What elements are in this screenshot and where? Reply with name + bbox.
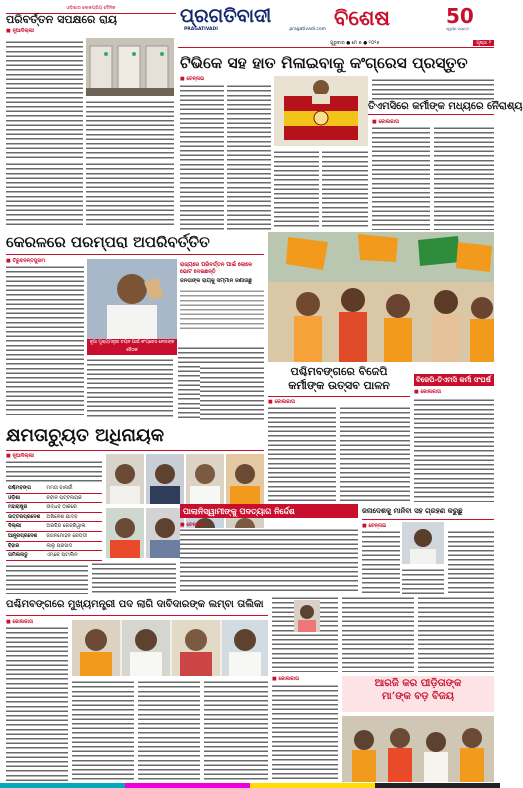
anniversary-caption: ସ୍ୱର୍ଣ୍ଣ ଜୟନ୍ତୀ [446,27,469,31]
body-text [87,358,173,418]
table-row [6,503,102,513]
page-number: ପୃଷ୍ଠା ୨ [473,40,494,46]
table-row [6,513,102,523]
section-title: ବିଶେଷ [334,5,390,30]
divider [368,114,494,115]
divider [6,450,264,451]
body-text [204,680,268,782]
headline: ବିଜେପି-ତିଏମସି କର୍ମୀ ସଂଘର୍ଷ [414,374,494,386]
headline: କେରଳରେ ପରମ୍ପରା ଅପରିବର୍ତ୍ତିତ [6,233,210,251]
byline: ■ ନୂଆଦିଲ୍ଲୀ [6,28,34,34]
byline: ■ କୋଲକାତା [272,676,299,682]
pull-quote [180,262,264,342]
body-text [6,626,68,782]
caption-text: ନୂଆ ମୁଖ୍ୟମନ୍ତ୍ରୀ ଚୟନ ପାଇଁ କଂଗ୍ରେସ ନେତାଙ୍କ ବୈଠକ [89,340,175,353]
body-text [6,40,83,160]
story-bjp-bengal [268,362,410,502]
photo-tvk-leader [274,76,368,146]
issue-date: ଗୁରୁବାର ● ମେ ୭ ● ୨୦୨୬ [330,40,380,46]
anniversary-number: 50 [446,4,474,28]
body-text [340,406,410,502]
body-text [342,596,414,672]
body-text [418,596,494,672]
table-cell: ମମତା ବାନାର୍ଜୀ [46,485,73,491]
photo-rgkar-portrait [294,600,320,632]
headline: କ୍ଷମତାଚ୍ୟୁତ ଅଧିନାୟକ [6,425,165,446]
photo-cm-candidates [72,620,268,676]
body-text [200,366,264,422]
story-stalin [362,504,494,594]
headline: ପାଲାନିସ୍ୱାମୀଙ୍କୁ ପଦତ୍ୟାଗ ନିର୍ଦ୍ଦେଶ [180,504,358,518]
photo-stalin [402,522,444,564]
table-cell: ଜଗନମୋହନ ରେଡ୍ଡୀ [46,532,88,539]
body-text [274,150,319,230]
body-text [72,680,134,782]
headline-line-2: କର୍ମୀଙ୍କ ଉତ୍ସବ ପାଳନ [288,379,390,392]
table-cell: ମହାରାଷ୍ଟ୍ର [8,504,28,511]
divider [362,519,494,520]
photo-bjp-celebration [268,232,494,362]
divider [6,254,264,255]
quote-text: ରାଜ୍ୟରେ ପରିବର୍ତ୍ତନ ପାଇଁ ଲୋକେ ଭୋଟ ଦେଇଛନ୍ତି [180,262,252,275]
body-text [322,150,368,230]
table-cell: ଓଡ଼ିଶା [8,494,21,501]
headline: ଜନାଦେଶକୁ ମାନିବା ସହ ଗ୍ରହଣ କରୁଛୁ [362,506,463,515]
table-cell: ଲାଲୁ ପ୍ରସାଦ [46,542,73,549]
table-cell: ଦିଲ୍ଲୀ [8,523,22,530]
photo-kerala-leader [87,259,177,339]
body-text [372,126,430,230]
masthead-rule [178,47,494,48]
body-text [6,564,88,594]
headline: ତିଏମସିରେ କର୍ମୀଙ୍କ ମଧ୍ୟରେ ନୈରାଶ୍ୟ [368,101,523,112]
headline: ଟିଭିକେ ସହ ହାତ ମିଳାଇବାକୁ କଂଗ୍ରେସ ପ୍ରସ୍ତୁତ [180,53,468,72]
table-cell: ଏମ୍‌କେ ଷ୍ଟାଲିନ [46,552,78,559]
photo-caption [87,339,177,355]
table-cell: ଉତ୍ତରପ୍ରଦେଶ [8,513,41,520]
story-cm-race [6,596,268,782]
photo-rgkar-supporters [342,716,494,782]
byline: ■ କୋଲକାତା [268,399,295,405]
body-text [372,78,494,100]
masthead-title: ପ୍ରଗତିବାଦୀ [180,5,272,27]
body-text [86,100,174,160]
divider [6,615,268,616]
body-text [6,265,84,415]
table-row [6,542,102,552]
byline: ■ ଚେନ୍ନାଇ [180,76,205,82]
story-rgkar [272,596,494,782]
table-row [6,522,102,532]
headline: ପରିବର୍ତ୍ତନ ସପକ୍ଷରେ ରାୟ [6,13,117,26]
body-text [362,530,400,594]
byline: ■ କୋଲକାତା [6,619,33,625]
body-text [268,406,336,502]
body-text [180,528,358,594]
body-text [86,162,174,228]
table-cell: ଅରବିନ୍ଦ କେଜ୍ରିୱାଲ [46,523,86,530]
table-cell: ପଶ୍ଚିମବଙ୍ଗ [8,485,31,491]
headline-line-2: ମା’ଙ୍କ ବଡ଼ ବିଜୟ [381,691,455,702]
byline: ■ ତିରୁବନନ୍ତପୁରମ [6,258,45,264]
story-tvk [180,76,368,230]
table-row [6,494,102,504]
photo-voting-machines [86,38,174,96]
body-text [6,460,102,482]
body-text [92,562,176,594]
byline: ■ ନୂଆଦିଲ୍ଲୀ [6,453,34,459]
masthead-latin: PRAGATIVADI [184,27,218,32]
table-row [6,551,102,561]
body-text [272,684,338,782]
table-cell: ଉଦ୍ଧବ ଠାକରେ [46,504,77,511]
body-text [6,162,83,228]
byline: ■ ଚେନ୍ନାଇ [180,522,205,528]
headline-line-1: ଆରଜି କର ପୀଡ଼ିତାଙ୍କ [374,678,462,689]
masthead-logo [180,5,330,37]
body-text [434,126,494,230]
divider [268,396,410,397]
table-row [6,532,102,542]
headline-line-1: ପଶ୍ଚିମବଙ୍ଗରେ ବିଜେପି [290,365,388,378]
story-tvk-headline [180,52,494,74]
rgkar-headline-box [342,676,494,712]
leaders-table [6,484,102,561]
story-parivartan [6,12,176,230]
anniversary-badge [446,5,492,35]
byline: ■ କୋଲକାତା [372,119,399,125]
story-bjp-tmc [414,362,494,502]
quote-sub: ଜନତାଙ୍କ ରାୟକୁ ସମ୍ମାନ ଜଣାଉଛୁ [180,278,252,284]
body-text [448,530,494,594]
body-text [138,680,200,782]
body-text [227,84,271,230]
table-cell: ଆନ୍ଧ୍ରପ୍ରଦେଶ [8,532,38,539]
body-text [402,568,444,594]
table-cell: ଅଖିଳେଶ ଯାଦବ [46,513,78,520]
print-registration-bar [0,783,500,788]
body-text [414,398,494,502]
date-line [330,38,494,47]
table-row [6,484,102,494]
body-text [180,84,224,230]
masthead-tagline: ଓଡ଼ିଶାର ଲୋକପ୍ରିୟ ଦୈନିକ [66,6,116,11]
headline: ପଶ୍ଚିମବଙ୍ଗରେ ମୁଖ୍ୟମନ୍ତ୍ରୀ ପଦ ଲାଗି ଦାବିଦାରଙ୍କ ଲମ୍ବା ତାଲିକା [6,599,264,610]
byline: ■ କୋଲକାତା [414,389,441,395]
story-palaniswami [180,504,358,594]
masthead-web: pragativadi.com [289,27,326,32]
table-cell: ବିହାର [8,542,20,549]
table-cell: ନବୀନ ପଟ୍ଟନାୟକ [46,494,82,501]
byline: ■ ଚେନ୍ନାଇ [362,523,387,529]
quote-body [180,289,264,329]
table-cell: ତାମିଲନାଡୁ [8,552,28,559]
